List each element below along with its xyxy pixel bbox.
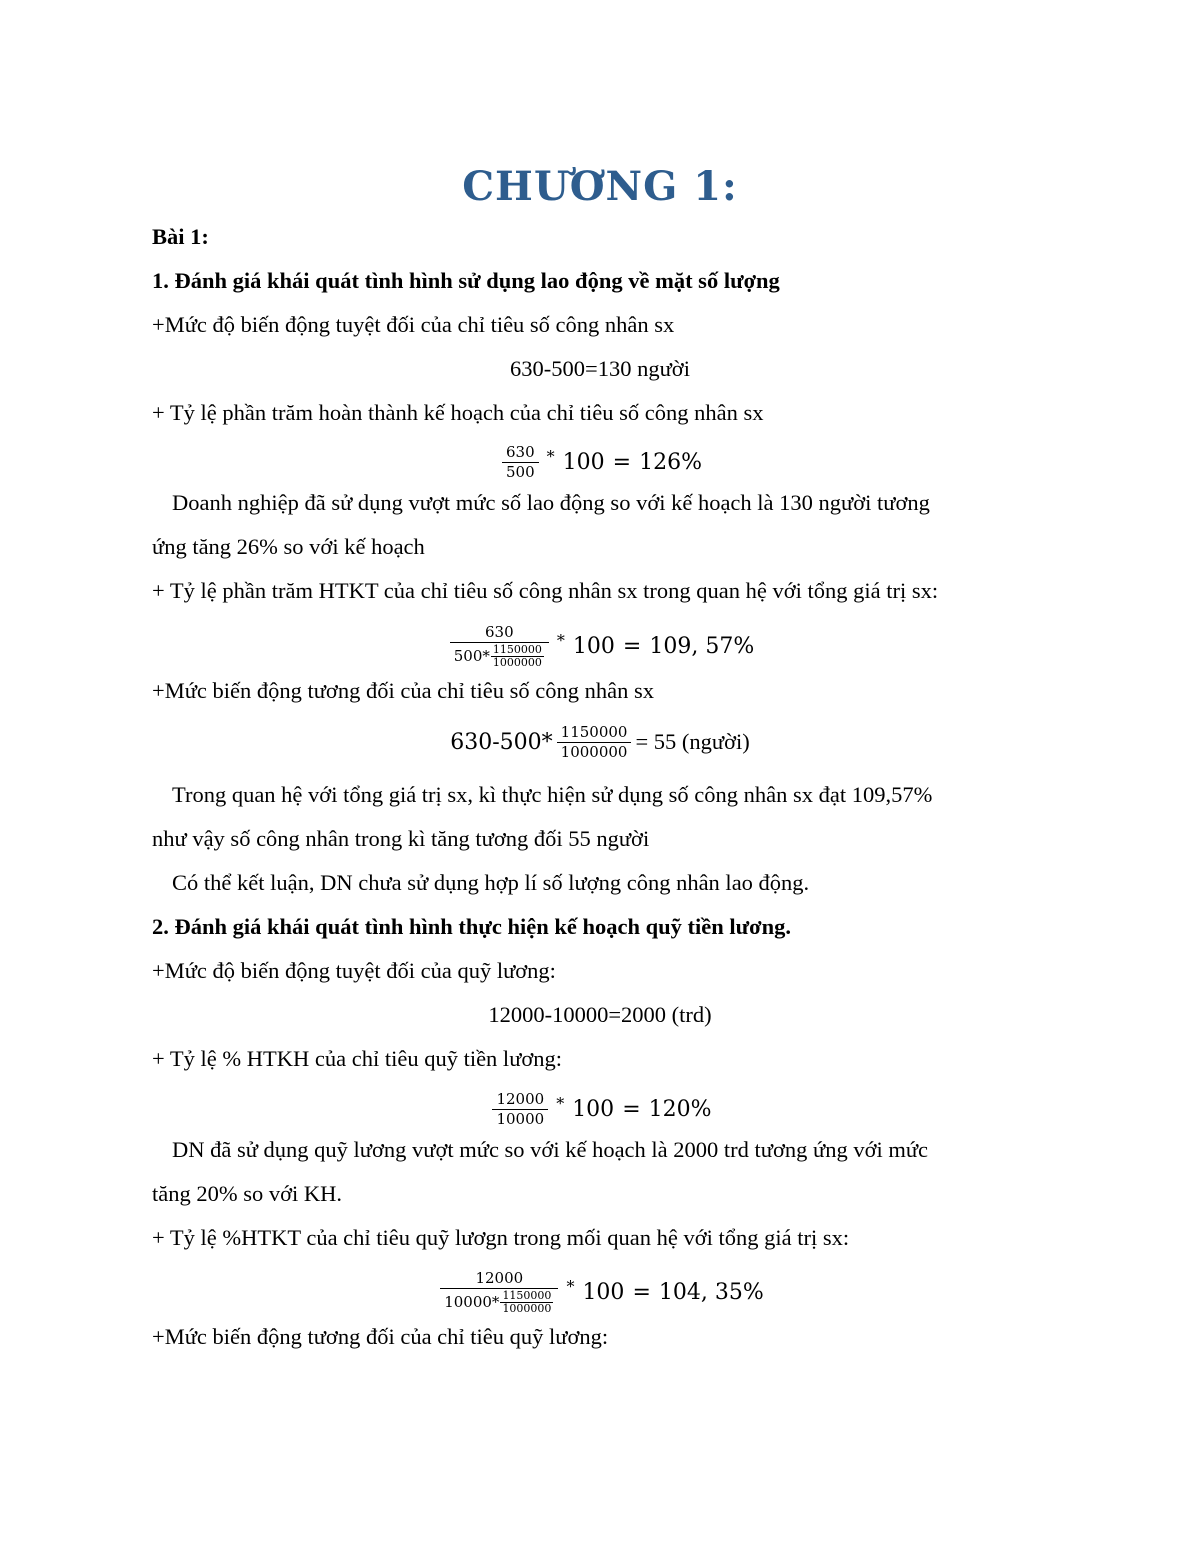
fraction: 630 500* $\frac{1150000}{1000000}$ [450, 624, 549, 669]
paragraph-line: + Tỷ lệ phần trăm HTKT của chỉ tiêu số công nhân sx trong quan hệ với tổng giá trị sx: [152, 578, 939, 603]
paragraph-line: +Mức biến động tương đối của chỉ tiêu số công nhân sx [152, 678, 655, 703]
paragraph-line: như vậy số công nhân trong kì tăng tương đối 55 người [152, 826, 650, 851]
equation-line: 12000-10000=2000 (trd) [488, 1002, 712, 1027]
fraction: $\frac{12000}{10000}$ [492, 1091, 548, 1128]
paragraph-line: +Mức độ biến động tuyệt đối của chỉ tiêu số công nhân sx [152, 312, 675, 337]
paragraph-line: DN đã sử dụng quỹ lương vượt mức so với kế hoạch là 2000 trd tương ứng với mức [172, 1137, 929, 1162]
formula-4: $\frac{12000}{10000}$ * 100 = 120% [0, 1087, 1200, 1131]
paragraph-line: tăng 20% so với KH. [152, 1181, 343, 1206]
formula-1: $\frac{630}{500}$ * 100 = 126% [0, 440, 1200, 484]
section-heading-2: 2. Đánh giá khái quát tình hình thực hiện kế hoạch quỹ tiền lương. [152, 914, 792, 939]
paragraph-line: + Tỷ lệ phần trăm hoàn thành kế hoạch của chỉ tiêu số công nhân sx [152, 400, 764, 425]
chapter-title: CHƯƠNG 1: [462, 163, 738, 210]
formula-5: 12000 10000* $\frac{1150000}{1000000}$ * 100 = 104, 35% [0, 1264, 1200, 1320]
fraction: $\frac{630}{500}$ [502, 444, 539, 481]
section-heading-1: 1. Đánh giá khái quát tình hình sử dụng lao động về mặt số lượng [152, 268, 780, 293]
nested-fraction: $\frac{1150000}{1000000}$ [492, 642, 542, 669]
paragraph-line: Doanh nghiệp đã sử dụng vượt mức số lao động so với kế hoạch là 130 người tương [172, 490, 930, 515]
exercise-heading: Bài 1: [152, 224, 209, 249]
paragraph-line: + Tỷ lệ % HTKH của chỉ tiêu quỹ tiền lương: [152, 1046, 563, 1071]
paragraph-line: +Mức độ biến động tuyệt đối của quỹ lương: [152, 958, 556, 983]
paragraph-line: Trong quan hệ với tổng giá trị sx, kì thực hiện sử dụng số công nhân sx đạt 109,57% [172, 782, 933, 807]
formula-3: 630-500* $\frac{1150000}{1000000}$ = 55 (người) [450, 722, 750, 761]
fraction: $\frac{1150000}{1000000}$ [557, 724, 632, 761]
nested-fraction: $\frac{1150000}{1000000}$ [502, 1288, 552, 1315]
fraction: 12000 10000* $\frac{1150000}{1000000}$ [440, 1270, 558, 1315]
equation-line: 630-500=130 người [510, 356, 690, 381]
paragraph-line: Có thể kết luận, DN chưa sử dụng hợp lí số lượng công nhân lao động. [172, 870, 810, 895]
paragraph-line: ứng tăng 26% so với kế hoạch [152, 534, 425, 559]
paragraph-line: + Tỷ lệ %HTKT của chỉ tiêu quỹ lươgn trong mối quan hệ với tổng giá trị sx: [152, 1225, 850, 1250]
paragraph-line: +Mức biến động tương đối của chỉ tiêu quỹ lương: [152, 1324, 609, 1349]
formula-2: 630 500* $\frac{1150000}{1000000}$ * 100 = 109, 57% [0, 618, 1200, 674]
